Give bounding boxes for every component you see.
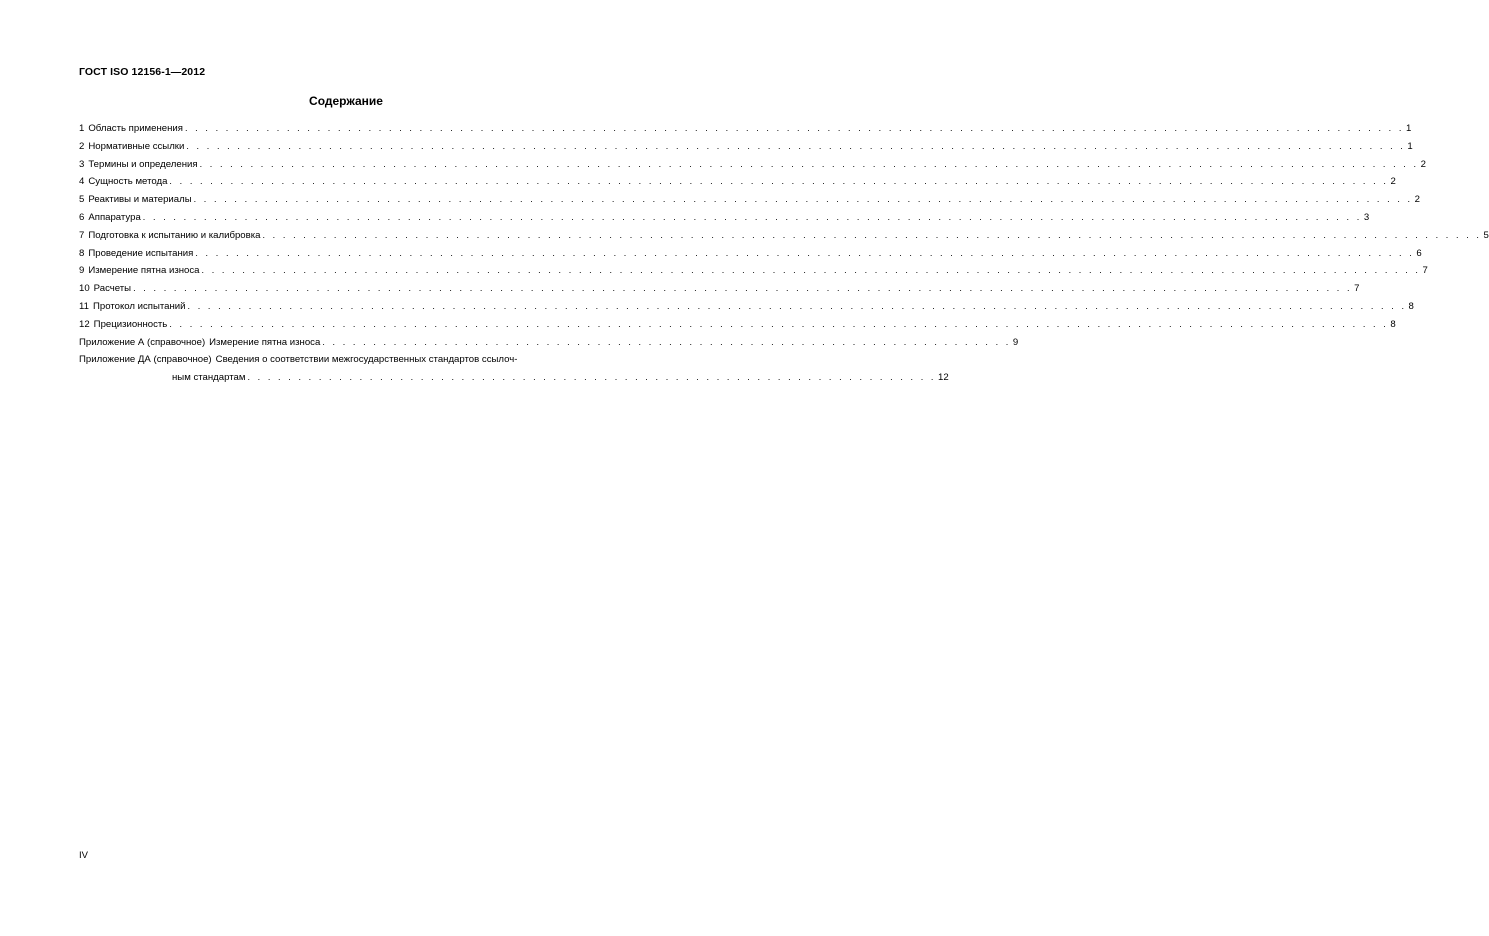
toc-entry-title: Протокол испытаний (92, 300, 186, 312)
toc-dot-leader: . . . . . . . . . . . . . . . . . . . . . . . . . . . . . . . . . . . . . . . . . . . . . . . . . . . . . . . . . . . . . . . . . . . . (247, 372, 937, 383)
toc-entry-title: Расчеты (93, 283, 132, 295)
toc-dot-leader: . . . . . . . . . . . . . . . . . . . . . . . . . . . . . . . . . . . . . . . . . . . . . . . . . . . . . . . . . . . . . . . . . . . . . . . . . . . . . . . . . . . . . . . . . . . . . . . . . . . . . . . . . . . . . . . . . . . . . . . . (133, 283, 1353, 294)
toc-entry-title: Измерение пятна износа (209, 336, 321, 348)
toc-entry-appendix-a (79, 334, 1019, 352)
toc-entry-title: Нормативные ссылки (88, 140, 185, 152)
table-of-contents (79, 120, 1489, 387)
toc-entry (79, 298, 1414, 316)
toc-dot-leader: . . . . . . . . . . . . . . . . . . . . . . . . . . . . . . . . . . . . . . . . . . . . . . . . . . . . . . . . . . . . . . . . . . . . . . . . . . . . . . . . . . . . . . . . . . . . . . . . . . . . . . . . . . . . . . . . . . . . . . . . (193, 194, 1413, 205)
toc-entry (79, 191, 1420, 209)
toc-entry (79, 316, 1396, 334)
toc-entry-title: Измерение пятна износа (88, 265, 200, 277)
toc-entry-page: 2 (1414, 194, 1420, 206)
toc-entry (79, 156, 1426, 174)
toc-entry-label: Приложение А (справочное) (79, 336, 206, 348)
toc-entry-title-continued: ным стандартам (172, 372, 246, 384)
toc-dot-leader: . . . . . . . . . . . . . . . . . . . . . . . . . . . . . . . . . . . . . . . . . . . . . . . . . . . . . . . . . . . . . . . . . . . . . . . . . . . . . . . . . . . . . . . . . . . . . . . . . . . . . . . . . . . . . . . . . . . . . . . . (187, 300, 1407, 311)
toc-entry-page: 12 (938, 372, 949, 384)
toc-dot-leader: . . . . . . . . . . . . . . . . . . . . . . . . . . . . . . . . . . . . . . . . . . . . . . . . . . . . . . . . . . . . . . . . . . . . . . . . . . . . . . . . . . . . . . . . . . . . . . . . . . . . . . . . . . . . . . . . . . . . . . . . (169, 318, 1389, 329)
toc-entry-page: 9 (1012, 336, 1019, 348)
toc-entry-title: Реактивы и материалы (88, 194, 192, 206)
toc-entry-label: Приложение ДА (справочное) (79, 354, 212, 366)
toc-entry-number: 8 (79, 247, 85, 259)
toc-dot-leader: . . . . . . . . . . . . . . . . . . . . . . . . . . . . . . . . . . . . . . . . . . . . . . . . . . . . . . . . . . . . . . . . . . . . . . . . . . . . . . . . . . . . . . . . . . . . . . . . . . . . . . . . . . . . . . . . . . . . . . . . (201, 265, 1421, 276)
toc-entry-title: Аппаратура (88, 211, 141, 223)
toc-entry-appendix-da-continued (79, 369, 949, 387)
toc-dot-leader: . . . . . . . . . . . . . . . . . . . . . . . . . . . . . . . . . . . . . . . . . . . . . . . . . . . . . . . . . . . . . . . . . . . . (322, 336, 1011, 347)
toc-entry-page: 1 (1405, 123, 1412, 134)
toc-entry (79, 262, 1428, 280)
toc-entry-appendix-da (79, 351, 614, 369)
toc-entry-page: 8 (1390, 318, 1396, 330)
toc-entry (79, 280, 1360, 298)
toc-dot-leader: . . . . . . . . . . . . . . . . . . . . . . . . . . . . . . . . . . . . . . . . . . . . . . . . . . . . . . . . . . . . . . . . . . . . . . . . . . . . . . . . . . . . . . . . . . . . . . . . . . . . . . . . . . . . . . . . . . . . . . . . (195, 247, 1415, 258)
toc-entry-number: 5 (79, 194, 85, 206)
toc-entry-page: 5 (1483, 229, 1489, 241)
toc-entry-number: 3 (79, 158, 85, 170)
toc-entry-page: 7 (1354, 283, 1360, 295)
toc-entry-number: 9 (79, 265, 85, 277)
toc-dot-leader: . . . . . . . . . . . . . . . . . . . . . . . . . . . . . . . . . . . . . . . . . . . . . . . . . . . . . . . . . . . . . . . . . . . . . . . . . . . . . . . . . . . . . . . . . . . . . . . . . . . . . . . . . . . . . . . . . . . . . . . . (199, 158, 1419, 169)
toc-dot-leader: . . . . . . . . . . . . . . . . . . . . . . . . . . . . . . . . . . . . . . . . . . . . . . . . . . . . . . . . . . . . . . . . . . . . . . . . . . . . . . . . . . . . . . . . . . . . . . . . . . . . . . . . . . . . . . . . . . . . . . . . (142, 211, 1362, 222)
document-code: ГОСТ ISO 12156-1—2012 (79, 66, 206, 78)
toc-entry (79, 120, 1412, 138)
toc-entry (79, 173, 1396, 191)
toc-entry-title: Прецизионность (93, 318, 168, 330)
toc-entry-page: 1 (1407, 140, 1413, 152)
toc-entry-number: 6 (79, 211, 85, 223)
toc-dot-leader: . . . . . . . . . . . . . . . . . . . . . . . . . . . . . . . . . . . . . . . . . . . . . . . . . . . . . . . . . . . . . . . . . . . . . . . . . . . . . . . . . . . . . . . . . . . . . . . . . . . . . . . . . . . . . . . . . . . . . . . . (184, 123, 1404, 133)
toc-dot-leader: . . . . . . . . . . . . . . . . . . . . . . . . . . . . . . . . . . . . . . . . . . . . . . . . . . . . . . . . . . . . . . . . . . . . . . . . . . . . . . . . . . . . . . . . . . . . . . . . . . . . . . . . . . . . . . . . . . . . . . . . (186, 140, 1406, 151)
toc-entry-number: 11 (79, 300, 89, 312)
toc-entry (79, 245, 1422, 263)
toc-title: Содержание (309, 94, 383, 108)
toc-dot-leader: . . . . . . . . . . . . . . . . . . . . . . . . . . . . . . . . . . . . . . . . . . . . . . . . . . . . . . . . . . . . . . . . . . . . . . . . . . . . . . . . . . . . . . . . . . . . . . . . . . . . . . . . . . . . . . . . . . . . . . . . (169, 176, 1389, 187)
toc-entry-number: 10 (79, 283, 90, 295)
toc-entry-page: 2 (1420, 158, 1426, 170)
toc-entry-page: 8 (1408, 300, 1414, 312)
toc-entry (79, 227, 1489, 245)
toc-entry-number: 7 (79, 229, 85, 241)
toc-dot-leader: . . . . . . . . . . . . . . . . . . . . . . . . . . . . . . . . . . . . . . . . . . . . . . . . . . . . . . . . . . . . . . . . . . . . . . . . . . . . . . . . . . . . . . . . . . . . . . . . . . . . . . . . . . . . . . . . . . . . . . . . (262, 229, 1482, 240)
toc-entry-number: 1 (79, 123, 85, 134)
toc-entry-number: 12 (79, 318, 90, 330)
toc-entry-title: Сущность метода (88, 176, 168, 188)
toc-entry-page: 7 (1422, 265, 1428, 277)
toc-entry-title: Сведения о соответствии межгосударственных стандартов ссылоч- (215, 354, 518, 366)
page-number: IV (79, 850, 88, 861)
toc-entry-title: Область применения (88, 123, 183, 134)
toc-entry-number: 2 (79, 140, 85, 152)
toc-entry (79, 209, 1370, 227)
toc-entry-title: Термины и определения (88, 158, 198, 170)
toc-entry (79, 138, 1413, 156)
toc-entry-title: Подготовка к испытанию и калибровка (88, 229, 261, 241)
toc-entry-title: Проведение испытания (88, 247, 194, 259)
toc-entry-page: 2 (1390, 176, 1396, 188)
toc-entry-page: 3 (1363, 211, 1370, 223)
toc-entry-page: 6 (1416, 247, 1422, 259)
toc-entry-number: 4 (79, 176, 85, 188)
